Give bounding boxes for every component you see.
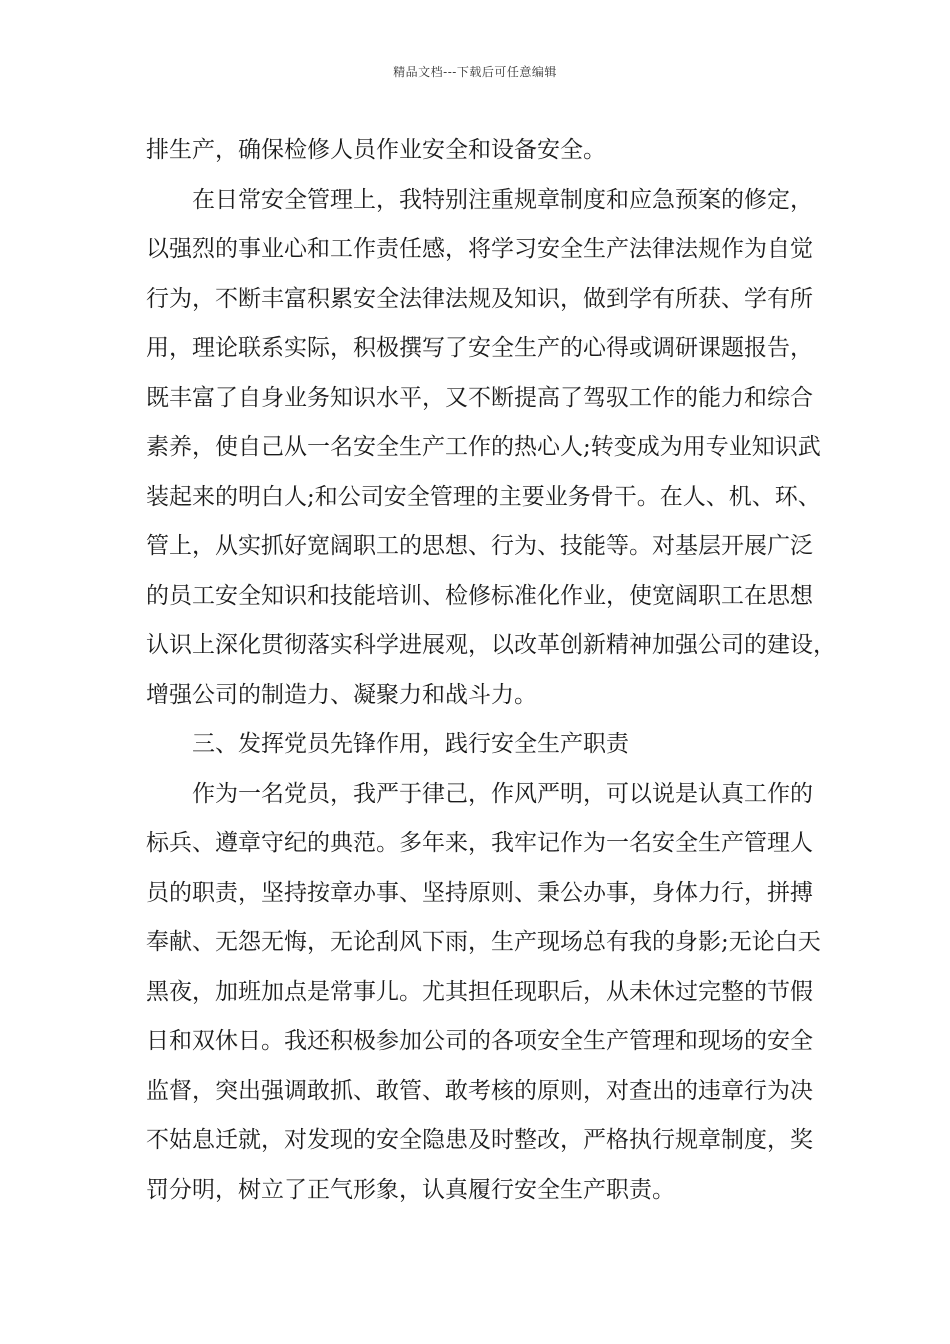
text-line: 不姑息迁就，对发现的安全隐患及时整改，严格执行规章制度，奖 <box>146 1127 813 1153</box>
text-line: 素养，使自己从一名安全生产工作的热心人;转变成为用专业知识武 <box>146 434 821 460</box>
section-heading <box>146 720 826 770</box>
text-line: 罚分明，树立了正气形象，认真履行安全生产职责。 <box>146 1176 675 1203</box>
text-line: 员的职责，坚持按章办事、坚持原则、秉公办事，身体力行，拼搏 <box>146 879 813 906</box>
text-line: 排生产，确保检修人员作业安全和设备安全。 <box>146 137 606 163</box>
text-line: 作为一名党员，我严于律己，作风严明，可以说是认真工作的 <box>192 780 813 807</box>
text-line: 以强烈的事业心和工作责任感，将学习安全生产法律法规作为自觉 <box>146 236 813 262</box>
text-line: 的员工安全知识和技能培训、检修标准化作业，使宽阔职工在思想 <box>146 582 813 609</box>
paragraph <box>146 126 826 176</box>
paragraph <box>146 176 836 721</box>
text-line: 监督，突出强调敢抓、敢管、敢考核的原则，对查出的违章行为决 <box>146 1077 813 1104</box>
text-line: 增强公司的制造力、凝聚力和战斗力。 <box>146 681 537 708</box>
text-line: 黑夜，加班加点是常事儿。尤其担任现职后，从未休过完整的节假 <box>146 978 813 1005</box>
text-line: 用，理论联系实际，积极撰写了安全生产的心得或调研课题报告， <box>146 335 813 361</box>
text-line: 认识上深化贯彻落实科学进展观，以改革创新精神加强公司的建设， <box>146 632 836 658</box>
text-line: 管上，从实抓好宽阔职工的思想、行为、技能等。对基层开展广泛 <box>146 533 813 559</box>
document-body <box>146 126 836 1215</box>
paragraph <box>146 770 826 1216</box>
text-line: 日和双休日。我还积极参加公司的各项安全生产管理和现场的安全 <box>146 1028 813 1054</box>
page-header-text: 精品文档---下载后可任意编辑 <box>393 65 557 79</box>
text-line: 标兵、遵章守纪的典范。多年来，我牢记作为一名安全生产管理人 <box>146 830 813 856</box>
text-line: 奉献、无怨无悔，无论刮风下雨，生产现场总有我的身影;无论白天 <box>146 929 821 955</box>
page-header <box>0 64 950 80</box>
text-line: 行为，不断丰富积累安全法律法规及知识，做到学有所获、学有所 <box>146 285 813 312</box>
section-heading-text: 三、发挥党员先锋作用，践行安全生产职责 <box>192 731 629 757</box>
text-line: 在日常安全管理上，我特别注重规章制度和应急预案的修定， <box>192 186 813 213</box>
text-line: 既丰富了自身业务知识水平，又不断提高了驾驭工作的能力和综合 <box>146 384 813 411</box>
text-line: 装起来的明白人;和公司安全管理的主要业务骨干。在人、机、环、 <box>146 483 821 510</box>
